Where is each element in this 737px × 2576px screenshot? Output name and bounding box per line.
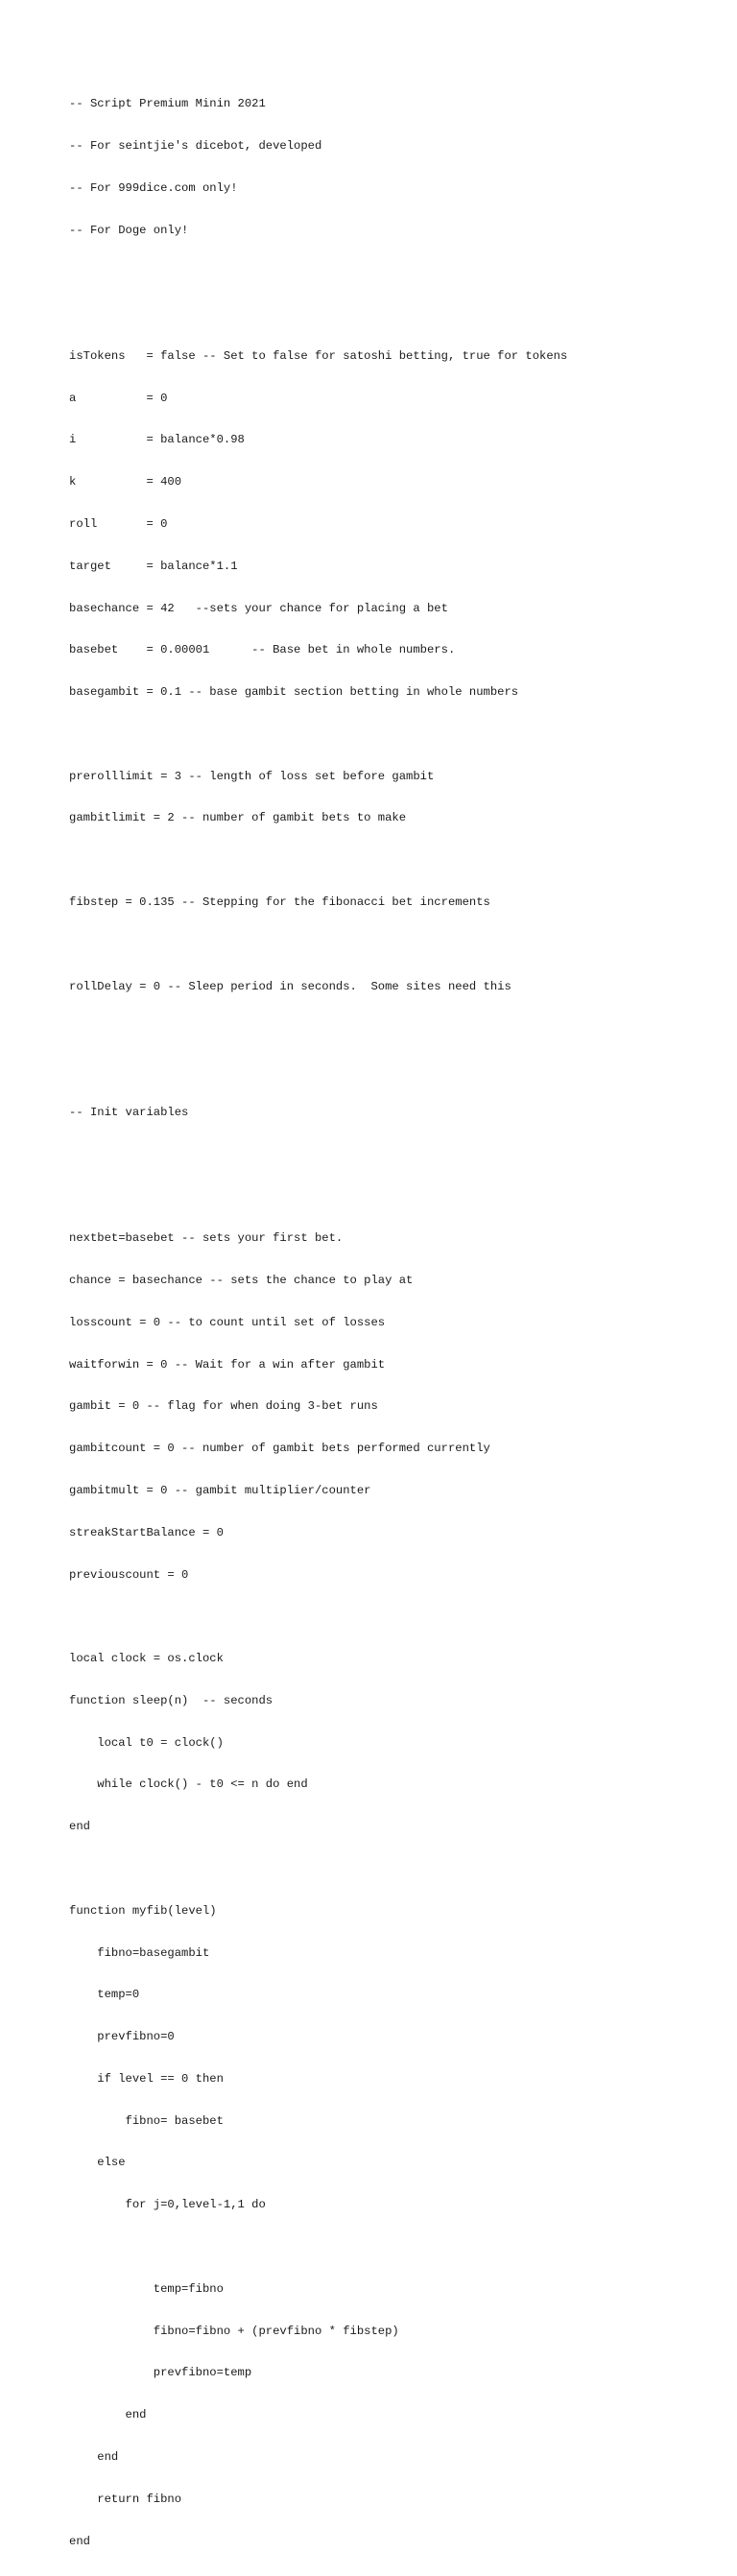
code-line: fibstep = 0.135 -- Stepping for the fibonacci bet increments bbox=[69, 895, 490, 910]
code-line bbox=[69, 265, 567, 279]
code-line bbox=[69, 1862, 567, 1876]
code-line bbox=[69, 853, 567, 868]
code-line: prerolllimit = 3 -- length of loss set before gambit bbox=[69, 769, 435, 783]
code-line bbox=[69, 727, 567, 742]
code-line bbox=[69, 1148, 567, 1162]
code-line: temp=0 bbox=[69, 1988, 140, 2002]
code-line: a = 0 bbox=[69, 391, 168, 405]
code-line: if level == 0 then bbox=[69, 2071, 224, 2086]
code-line bbox=[69, 1063, 567, 1078]
code-line: function sleep(n) -- seconds bbox=[69, 1693, 273, 1707]
code-line: -- For seintjie's dicebot, developed bbox=[69, 138, 322, 153]
code-line: gambitcount = 0 -- number of gambit bets performed currently bbox=[69, 1442, 490, 1456]
code-line: end bbox=[69, 2449, 119, 2464]
code-line bbox=[69, 1190, 567, 1205]
code-line bbox=[69, 307, 567, 322]
code-line bbox=[69, 1021, 567, 1036]
code-line: streakStartBalance = 0 bbox=[69, 1525, 224, 1539]
code-line bbox=[69, 2240, 567, 2254]
code-line: rollDelay = 0 -- Sleep period in seconds. Some sites need this bbox=[69, 979, 511, 993]
code-line: -- Script Premium Minin 2021 bbox=[69, 97, 266, 111]
code-line: waitforwin = 0 -- Wait for a win after gambit bbox=[69, 1357, 386, 1371]
code-line: -- For Doge only! bbox=[69, 223, 189, 237]
code-line: for j=0,level-1,1 do bbox=[69, 2198, 266, 2212]
code-line: end bbox=[69, 1820, 90, 1834]
code-line: -- For 999dice.com only! bbox=[69, 180, 238, 195]
code-line: else bbox=[69, 2156, 126, 2170]
code-line: end bbox=[69, 2408, 147, 2422]
code-line: prevfibno=temp bbox=[69, 2366, 252, 2380]
code-line: i = balance*0.98 bbox=[69, 433, 245, 447]
code-line: gambitlimit = 2 -- number of gambit bets to make bbox=[69, 811, 407, 825]
code-line: chance = basechance -- sets the chance to play at bbox=[69, 1274, 414, 1288]
code-line: target = balance*1.1 bbox=[69, 559, 238, 573]
code-line: function myfib(level) bbox=[69, 1903, 217, 1918]
code-line: prevfibno=0 bbox=[69, 2030, 175, 2044]
code-line: gambitmult = 0 -- gambit multiplier/counter bbox=[69, 1483, 371, 1497]
script-code-block bbox=[69, 69, 567, 2576]
code-line: previouscount = 0 bbox=[69, 1567, 189, 1582]
code-line: basegambit = 0.1 -- base gambit section betting in whole numbers bbox=[69, 685, 519, 700]
code-line: k = 400 bbox=[69, 475, 182, 489]
code-line: fibno=basegambit bbox=[69, 1945, 210, 1960]
code-line: nextbet=basebet -- sets your first bet. bbox=[69, 1231, 344, 1246]
code-line: basebet = 0.00001 -- Base bet in whole numbers. bbox=[69, 643, 456, 657]
code-line: -- Init variables bbox=[69, 1105, 189, 1119]
code-line: losscount = 0 -- to count until set of losses bbox=[69, 1315, 386, 1329]
code-line: while clock() - t0 <= n do end bbox=[69, 1777, 308, 1792]
code-line: isTokens = false -- Set to false for satoshi betting, true for tokens bbox=[69, 348, 568, 363]
code-line: end bbox=[69, 2534, 90, 2548]
code-line: roll = 0 bbox=[69, 517, 168, 531]
code-line bbox=[69, 1610, 567, 1624]
code-line: temp=fibno bbox=[69, 2281, 224, 2296]
code-line: fibno= basebet bbox=[69, 2113, 224, 2128]
code-line: local clock = os.clock bbox=[69, 1652, 224, 1666]
code-line: return fibno bbox=[69, 2492, 182, 2506]
code-line: basechance = 42 --sets your chance for placing a bet bbox=[69, 601, 448, 615]
code-line: fibno=fibno + (prevfibno * fibstep) bbox=[69, 2324, 399, 2338]
code-line bbox=[69, 938, 567, 952]
code-line: gambit = 0 -- flag for when doing 3-bet runs bbox=[69, 1399, 378, 1414]
code-line: local t0 = clock() bbox=[69, 1735, 224, 1750]
